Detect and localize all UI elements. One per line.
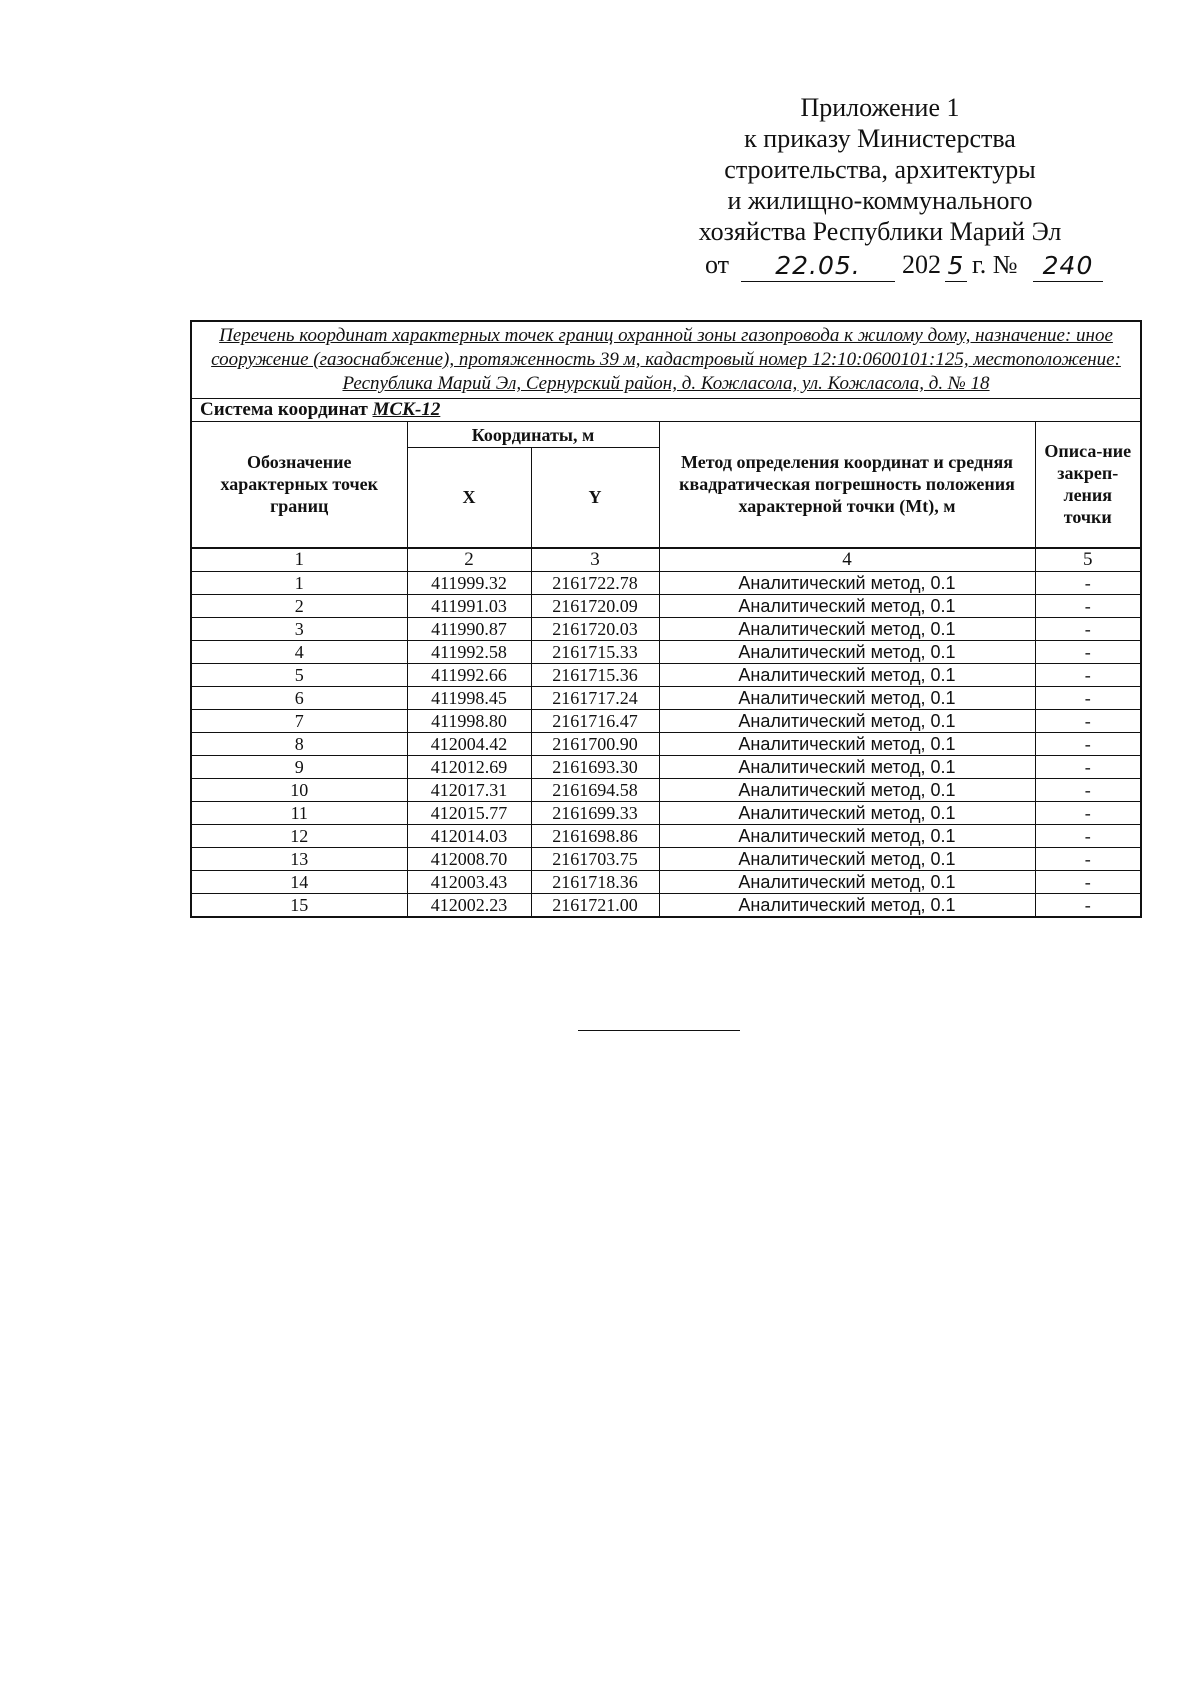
point-id-cell: 6 <box>191 686 407 709</box>
x-coordinate-cell: 411998.45 <box>407 686 531 709</box>
point-id-cell: 2 <box>191 594 407 617</box>
point-id-cell: 3 <box>191 617 407 640</box>
point-id-cell: 8 <box>191 732 407 755</box>
table-row <box>191 847 1141 870</box>
description-cell: - <box>1035 617 1141 640</box>
description-cell: - <box>1035 824 1141 847</box>
x-coordinate-cell: 412004.42 <box>407 732 531 755</box>
description-cell: - <box>1035 640 1141 663</box>
description-cell: - <box>1035 732 1141 755</box>
appendix-header <box>640 92 1120 280</box>
x-coordinate-cell: 412012.69 <box>407 755 531 778</box>
column-number: 5 <box>1035 548 1141 572</box>
method-cell: Аналитический метод, 0.1 <box>659 893 1035 917</box>
y-coordinate-cell: 2161699.33 <box>531 801 659 824</box>
y-coordinate-cell: 2161720.03 <box>531 617 659 640</box>
y-coordinate-cell: 2161693.30 <box>531 755 659 778</box>
column-number: 1 <box>191 548 407 572</box>
point-id-cell: 13 <box>191 847 407 870</box>
table-row <box>191 709 1141 732</box>
y-coordinate-cell: 2161694.58 <box>531 778 659 801</box>
point-id-cell: 15 <box>191 893 407 917</box>
point-id-cell: 5 <box>191 663 407 686</box>
header-line: и жилищно-коммунального <box>727 186 1033 215</box>
method-cell: Аналитический метод, 0.1 <box>659 870 1035 893</box>
header-line: строительства, архитектуры <box>724 155 1036 184</box>
point-id-cell: 7 <box>191 709 407 732</box>
y-coordinate-cell: 2161715.33 <box>531 640 659 663</box>
description-cell: - <box>1035 847 1141 870</box>
method-cell: Аналитический метод, 0.1 <box>659 801 1035 824</box>
table-row <box>191 870 1141 893</box>
table-row <box>191 663 1141 686</box>
description-cell: - <box>1035 755 1141 778</box>
table-row <box>191 686 1141 709</box>
x-coordinate-cell: 411991.03 <box>407 594 531 617</box>
point-id-cell: 10 <box>191 778 407 801</box>
method-cell: Аналитический метод, 0.1 <box>659 686 1035 709</box>
x-coordinate-cell: 411992.66 <box>407 663 531 686</box>
point-id-cell: 11 <box>191 801 407 824</box>
table-row <box>191 571 1141 594</box>
point-id-cell: 14 <box>191 870 407 893</box>
description-cell: - <box>1035 686 1141 709</box>
method-cell: Аналитический метод, 0.1 <box>659 640 1035 663</box>
description-cell: - <box>1035 801 1141 824</box>
table-row <box>191 594 1141 617</box>
table-title-text: Перечень координат характерных точек границ охранной зоны газопровода к жилому дому, назначение: иное сооружение (газоснабжение), протяженность 39 м, кадастровый номер 12:10:0600101:125, местоположение: Республика Марий Эл, Сернурский район, д. Кожласола, ул. Кожласола, д. № 18 <box>211 325 1121 394</box>
method-cell: Аналитический метод, 0.1 <box>659 755 1035 778</box>
table-row <box>191 801 1141 824</box>
number-prefix: г. № <box>972 250 1018 279</box>
col-header-y: Y <box>531 448 659 548</box>
table-row <box>191 893 1141 917</box>
x-coordinate-cell: 412014.03 <box>407 824 531 847</box>
column-number: 3 <box>531 548 659 572</box>
col-header-method: Метод определения координат и средняя квадратическая погрешность положения характерной точки (Mt), м <box>659 422 1035 548</box>
col-header-points: Обозначение характерных точек границ <box>191 422 407 548</box>
x-coordinate-cell: 412015.77 <box>407 801 531 824</box>
description-cell: - <box>1035 594 1141 617</box>
description-cell: - <box>1035 870 1141 893</box>
header-line: к приказу Министерства <box>744 124 1016 153</box>
coordinate-system-label: Система координат <box>200 399 368 420</box>
column-number-row <box>191 548 1141 572</box>
method-cell: Аналитический метод, 0.1 <box>659 709 1035 732</box>
y-coordinate-cell: 2161703.75 <box>531 847 659 870</box>
y-coordinate-cell: 2161700.90 <box>531 732 659 755</box>
y-coordinate-cell: 2161717.24 <box>531 686 659 709</box>
order-date-handwritten: 22.05. <box>741 251 895 282</box>
method-cell: Аналитический метод, 0.1 <box>659 847 1035 870</box>
table-title <box>191 321 1141 399</box>
year-digit-handwritten: 5 <box>945 251 967 282</box>
y-coordinate-cell: 2161720.09 <box>531 594 659 617</box>
x-coordinate-cell: 411999.32 <box>407 571 531 594</box>
coordinates-table <box>190 320 1142 918</box>
table-row <box>191 617 1141 640</box>
method-cell: Аналитический метод, 0.1 <box>659 778 1035 801</box>
order-date-line <box>640 249 1120 280</box>
method-cell: Аналитический метод, 0.1 <box>659 571 1035 594</box>
col-header-x: X <box>407 448 531 548</box>
end-of-document-rule <box>578 1030 740 1031</box>
y-coordinate-cell: 2161716.47 <box>531 709 659 732</box>
x-coordinate-cell: 411998.80 <box>407 709 531 732</box>
point-id-cell: 12 <box>191 824 407 847</box>
table-row <box>191 732 1141 755</box>
x-coordinate-cell: 412008.70 <box>407 847 531 870</box>
column-number: 2 <box>407 548 531 572</box>
table-row <box>191 824 1141 847</box>
y-coordinate-cell: 2161718.36 <box>531 870 659 893</box>
x-coordinate-cell: 411990.87 <box>407 617 531 640</box>
order-number-handwritten: 240 <box>1033 251 1103 282</box>
x-coordinate-cell: 412017.31 <box>407 778 531 801</box>
coordinates-table-block <box>190 320 1140 918</box>
coordinates-rows <box>191 571 1141 917</box>
y-coordinate-cell: 2161721.00 <box>531 893 659 917</box>
y-coordinate-cell: 2161698.86 <box>531 824 659 847</box>
point-id-cell: 1 <box>191 571 407 594</box>
method-cell: Аналитический метод, 0.1 <box>659 663 1035 686</box>
date-prefix: от <box>705 250 730 279</box>
description-cell: - <box>1035 893 1141 917</box>
description-cell: - <box>1035 663 1141 686</box>
y-coordinate-cell: 2161715.36 <box>531 663 659 686</box>
coordinate-system-value: МСК-12 <box>372 399 441 420</box>
coordinate-system-row <box>191 399 1141 422</box>
table-row <box>191 640 1141 663</box>
col-header-coordinates: Координаты, м <box>407 422 659 448</box>
col-header-description: Описа-ние закреп-ления точки <box>1035 422 1141 548</box>
method-cell: Аналитический метод, 0.1 <box>659 824 1035 847</box>
header-line: хозяйства Республики Марий Эл <box>698 217 1062 246</box>
method-cell: Аналитический метод, 0.1 <box>659 617 1035 640</box>
point-id-cell: 4 <box>191 640 407 663</box>
description-cell: - <box>1035 778 1141 801</box>
description-cell: - <box>1035 571 1141 594</box>
x-coordinate-cell: 411992.58 <box>407 640 531 663</box>
year-prefix: 202 <box>902 250 941 279</box>
header-line: Приложение 1 <box>800 93 960 122</box>
method-cell: Аналитический метод, 0.1 <box>659 732 1035 755</box>
description-cell: - <box>1035 709 1141 732</box>
y-coordinate-cell: 2161722.78 <box>531 571 659 594</box>
x-coordinate-cell: 412003.43 <box>407 870 531 893</box>
column-number: 4 <box>659 548 1035 572</box>
point-id-cell: 9 <box>191 755 407 778</box>
method-cell: Аналитический метод, 0.1 <box>659 594 1035 617</box>
table-row <box>191 778 1141 801</box>
x-coordinate-cell: 412002.23 <box>407 893 531 917</box>
table-row <box>191 755 1141 778</box>
